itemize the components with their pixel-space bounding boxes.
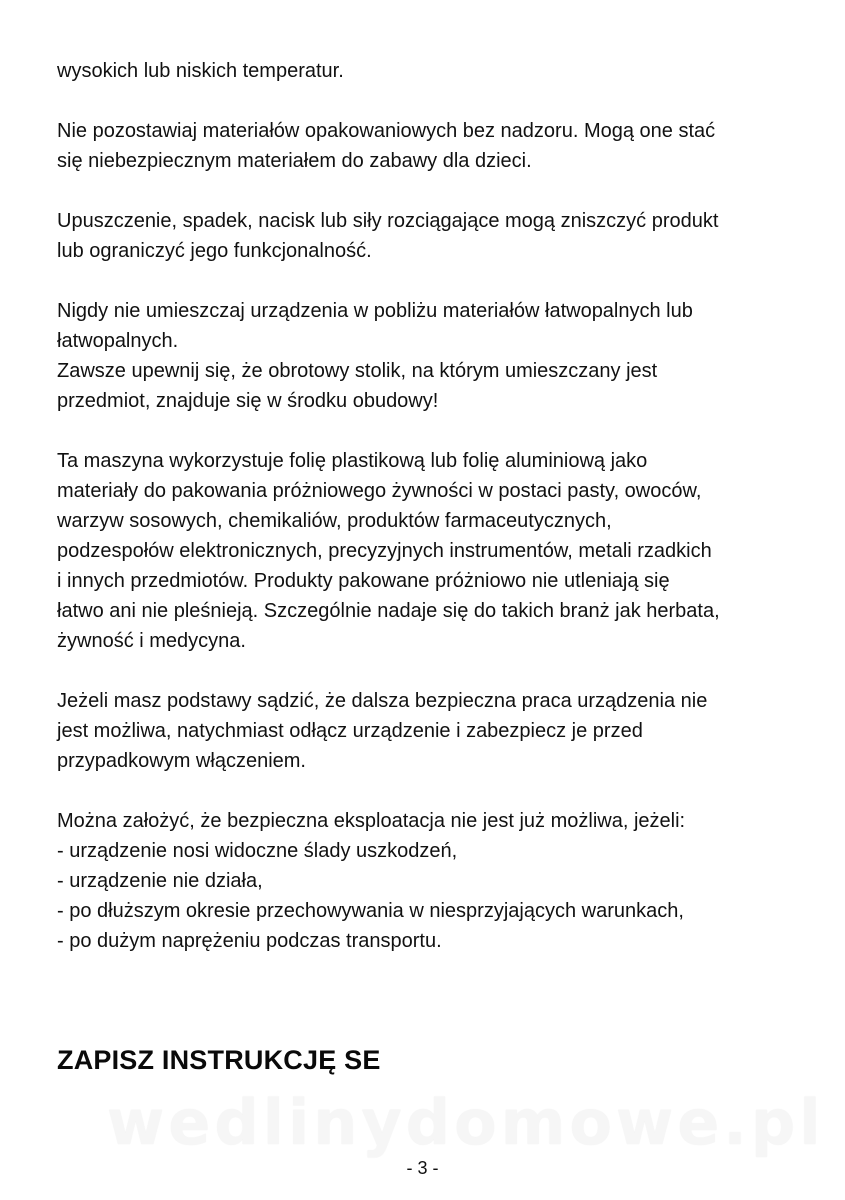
list-item: - po dłuższym okresie przechowywania w niesprzyjających warunkach, bbox=[57, 900, 684, 922]
paragraph-machine-description bbox=[57, 446, 797, 656]
list-item: - urządzenie nie działa, bbox=[57, 870, 263, 892]
text-line: lub ograniczyć jego funkcjonalność. bbox=[57, 240, 372, 262]
paragraph-safe-operation bbox=[57, 686, 797, 776]
text-line: Nie pozostawiaj materiałów opakowaniowych bez nadzoru. Mogą one stać bbox=[57, 120, 716, 142]
paragraph-damage-warning bbox=[57, 206, 797, 266]
section-heading: ZAPISZ INSTRUKCJĘ SE bbox=[57, 1045, 381, 1075]
text-line: Jeżeli masz podstawy sądzić, że dalsza bezpieczna praca urządzenia nie bbox=[57, 690, 708, 712]
text-line: i innych przedmiotów. Produkty pakowane próżniowo nie utleniają się bbox=[57, 570, 670, 592]
paragraph-temperature bbox=[57, 56, 797, 86]
text-line: Zawsze upewnij się, że obrotowy stolik, na którym umieszczany jest bbox=[57, 360, 658, 382]
text-line: łatwo ani nie pleśnieją. Szczególnie nadaje się do takich branż jak herbata, bbox=[57, 600, 720, 622]
paragraph-unsafe-conditions bbox=[57, 806, 797, 956]
text-line: żywność i medycyna. bbox=[57, 630, 246, 652]
list-item: - po dużym naprężeniu podczas transportu. bbox=[57, 930, 442, 952]
text-line: Upuszczenie, spadek, nacisk lub siły rozciągające mogą zniszczyć produkt bbox=[57, 210, 719, 232]
paragraph-packaging-warning bbox=[57, 116, 797, 176]
paragraph-flammable-warning bbox=[57, 296, 797, 416]
text-line: warzyw sosowych, chemikaliów, produktów farmaceutycznych, bbox=[57, 510, 612, 532]
text-line: Ta maszyna wykorzystuje folię plastikową lub folię aluminiową jako bbox=[57, 450, 648, 472]
text-line: podzespołów elektronicznych, precyzyjnych instrumentów, metali rzadkich bbox=[57, 540, 712, 562]
watermark: wedlinydomowe.pl bbox=[107, 1086, 825, 1159]
text-line: przypadkowym włączeniem. bbox=[57, 750, 306, 772]
text-line: materiały do pakowania próżniowego żywności w postaci pasty, owoców, bbox=[57, 480, 702, 502]
text-line: się niebezpiecznym materiałem do zabawy dla dzieci. bbox=[57, 150, 532, 172]
text-line: Można założyć, że bezpieczna eksploatacja nie jest już możliwa, jeżeli: bbox=[57, 810, 686, 832]
text-line: przedmiot, znajduje się w środku obudowy! bbox=[57, 390, 439, 412]
text-line: łatwopalnych. bbox=[57, 330, 179, 352]
text-line: wysokich lub niskich temperatur. bbox=[57, 60, 344, 82]
body-text bbox=[57, 56, 797, 956]
list-item: - urządzenie nosi widoczne ślady uszkodzeń, bbox=[57, 840, 458, 862]
text-line: jest możliwa, natychmiast odłącz urządzenie i zabezpiecz je przed bbox=[57, 720, 643, 742]
text-line: Nigdy nie umieszczaj urządzenia w pobliżu materiałów łatwopalnych lub bbox=[57, 300, 693, 322]
page-number: - 3 - bbox=[406, 1158, 439, 1178]
